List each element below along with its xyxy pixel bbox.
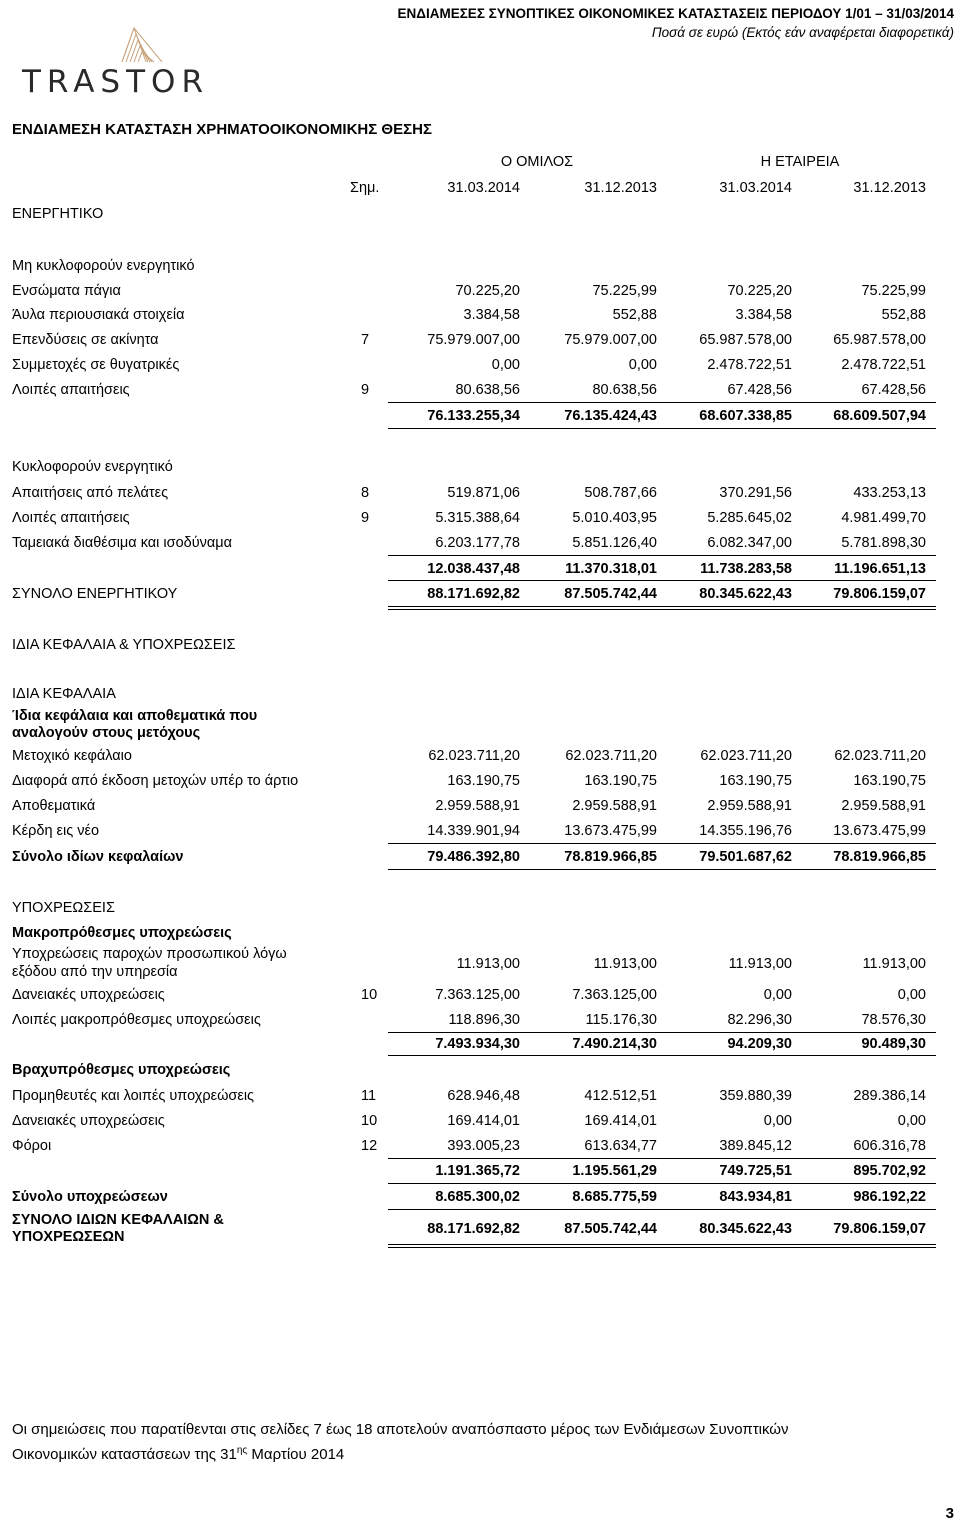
row-label: Μακροπρόθεσμες υποχρεώσεις [12, 925, 232, 941]
cell-value: 613.634,77 [584, 1138, 657, 1154]
date-col-3: 31.03.2014 [719, 180, 792, 196]
row-label: εξόδου από την υπηρεσία [12, 964, 178, 980]
logo-mark-icon [22, 22, 194, 64]
cell-value: 986.192,22 [853, 1189, 926, 1205]
cell-value: 5.781.898,30 [841, 535, 926, 551]
cell-value: 68.607.338,85 [699, 408, 792, 424]
divider [388, 869, 936, 870]
cell-value: 65.987.578,00 [833, 332, 926, 348]
cell-value: 519.871,06 [447, 485, 520, 501]
report-header-subtitle: Ποσά σε ευρώ (Εκτός εάν αναφέρεται διαφορετικά) [651, 25, 954, 40]
divider [388, 1032, 936, 1033]
cell-value: 94.209,30 [727, 1036, 792, 1052]
divider [388, 580, 936, 581]
divider [388, 555, 936, 556]
cell-value: 79.501.687,62 [699, 849, 792, 865]
divider [388, 1209, 936, 1210]
cell-value: 87.505.742,44 [564, 1221, 657, 1237]
row-note: 8 [361, 485, 370, 501]
cell-value: 0,00 [628, 357, 657, 373]
cell-value: 13.673.475,99 [564, 823, 657, 839]
cell-value: 70.225,20 [727, 283, 792, 299]
cell-value: 115.176,30 [585, 1012, 657, 1028]
cell-value: 65.987.578,00 [699, 332, 792, 348]
cell-value: 1.195.561,29 [572, 1163, 657, 1179]
cell-value: 5.851.126,40 [572, 535, 657, 551]
row-note: 10 [361, 1113, 378, 1129]
cell-value: 67.428,56 [727, 382, 792, 398]
row-label: Λοιπές απαιτήσεις [12, 382, 130, 398]
row-note: 11 [361, 1088, 377, 1104]
row-label: Ίδια κεφάλαια και αποθεματικά που [12, 708, 258, 724]
report-header-title: ΕΝΔΙΑΜΕΣΕΣ ΣΥΝΟΠΤΙΚΕΣ ΟΙΚΟΝΟΜΙΚΕΣ ΚΑΤΑΣΤΑΣΕΙΣ ΠΕΡΙΟΔΟΥ 1/01 – 31/03/2014 [397, 6, 954, 21]
footnote-line-1: Οι σημειώσεις που παρατίθενται στις σελίδες 7 έως 18 αποτελούν αναπόσπαστο μέρος των Ενδιάμεσων Συνοπτικών [12, 1421, 789, 1438]
row-label: Λοιπές μακροπρόθεσμες υποχρεώσεις [12, 1012, 261, 1028]
divider [388, 609, 936, 610]
cell-value: 2.478.722,51 [707, 357, 792, 373]
cell-value: 88.171.692,82 [427, 586, 520, 602]
row-label: Βραχυπρόθεσμες υποχρεώσεις [12, 1062, 231, 1078]
cell-value: 3.384,58 [463, 307, 520, 323]
date-col-4: 31.12.2013 [853, 180, 926, 196]
divider [388, 402, 936, 403]
date-col-1: 31.03.2014 [447, 180, 520, 196]
cell-value: 118.896,30 [448, 1012, 520, 1028]
cell-value: 0,00 [897, 1113, 926, 1129]
cell-value: 75.979.007,00 [427, 332, 520, 348]
cell-value: 7.493.934,30 [435, 1036, 520, 1052]
cell-value: 163.190,75 [853, 773, 926, 789]
cell-value: 2.959.588,91 [572, 798, 657, 814]
row-label: Συμμετοχές σε θυγατρικές [12, 357, 180, 373]
footnote-line-2-start: Οικονομικών καταστάσεων της 31 [12, 1446, 237, 1463]
page-number: 3 [945, 1505, 954, 1522]
cell-value: 552,88 [881, 307, 926, 323]
cell-value: 169.414,01 [584, 1113, 657, 1129]
cell-value: 8.685.775,59 [572, 1189, 657, 1205]
cell-value: 80.638,56 [455, 382, 520, 398]
row-label: ΣΥΝΟΛΟ ΙΔΙΩΝ ΚΕΦΑΛΑΙΩΝ & [12, 1212, 224, 1228]
cell-value: 87.505.742,44 [564, 586, 657, 602]
cell-value: 75.225,99 [861, 283, 926, 299]
cell-value: 4.981.499,70 [841, 510, 926, 526]
cell-value: 79.806.159,07 [833, 586, 926, 602]
cell-value: 88.171.692,82 [427, 1221, 520, 1237]
divider [388, 1183, 936, 1184]
divider [388, 1244, 936, 1245]
row-label: ΙΔΙΑ ΚΕΦΑΛΑΙΑ & ΥΠΟΧΡΕΩΣΕΙΣ [12, 637, 236, 653]
row-label: Άυλα περιουσιακά στοιχεία [12, 307, 185, 323]
cell-value: 370.291,56 [719, 485, 792, 501]
row-note: 9 [361, 510, 370, 526]
cell-value: 895.702,92 [853, 1163, 926, 1179]
assets-heading: ΕΝΕΡΓΗΤΙΚΟ [12, 206, 104, 222]
row-label: Φόροι [12, 1138, 52, 1154]
cell-value: 6.203.177,78 [435, 535, 520, 551]
cell-value: 76.135.424,43 [564, 408, 657, 424]
row-label: Υποχρεώσεις παροχών προσωπικού λόγω [12, 946, 287, 962]
cell-value: 389.845,12 [719, 1138, 792, 1154]
cell-value: 14.339.901,94 [427, 823, 520, 839]
cell-value: 606.316,78 [853, 1138, 926, 1154]
cell-value: 7.363.125,00 [435, 987, 520, 1003]
cell-value: 80.345.622,43 [699, 1221, 792, 1237]
cell-value: 11.913,00 [456, 956, 520, 972]
row-label: Δανειακές υποχρεώσεις [12, 1113, 165, 1129]
row-label: Κέρδη εις νέο [12, 823, 100, 839]
cell-value: 169.414,01 [447, 1113, 520, 1129]
cell-value: 11.738.283,58 [700, 561, 792, 577]
row-label: Κυκλοφορούν ενεργητικό [12, 459, 173, 475]
cell-value: 62.023.711,20 [700, 748, 792, 764]
cell-value: 163.190,75 [447, 773, 520, 789]
cell-value: 70.225,20 [455, 283, 520, 299]
divider [388, 1247, 936, 1248]
cell-value: 7.490.214,30 [572, 1036, 657, 1052]
cell-value: 68.609.507,94 [833, 408, 926, 424]
note-column-header: Σημ. [350, 180, 380, 196]
footnote-superscript: ης [236, 1445, 248, 1456]
row-label: Μετοχικό κεφάλαιο [12, 748, 132, 764]
row-note: 10 [361, 987, 378, 1003]
cell-value: 0,00 [491, 357, 520, 373]
cell-value: 2.959.588,91 [707, 798, 792, 814]
cell-value: 5.010.403,95 [572, 510, 657, 526]
row-label: ΣΥΝΟΛΟ ΕΝΕΡΓΗΤΙΚΟΥ [12, 586, 178, 602]
cell-value: 0,00 [763, 987, 792, 1003]
logo-wordmark: TRASTOR [22, 64, 209, 100]
row-label: Δανειακές υποχρεώσεις [12, 987, 165, 1003]
cell-value: 62.023.711,20 [428, 748, 520, 764]
cell-value: 749.725,51 [719, 1163, 792, 1179]
divider [388, 606, 936, 607]
divider [388, 428, 936, 429]
divider [388, 843, 936, 844]
cell-value: 11.913,00 [593, 956, 657, 972]
cell-value: 412.512,51 [584, 1088, 657, 1104]
cell-value: 14.355.196,76 [699, 823, 792, 839]
cell-value: 843.934,81 [719, 1189, 792, 1205]
cell-value: 3.384,58 [735, 307, 792, 323]
cell-value: 393.005,23 [447, 1138, 520, 1154]
cell-value: 433.253,13 [853, 485, 926, 501]
row-label: αναλογούν στους μετόχους [12, 725, 201, 741]
cell-value: 67.428,56 [861, 382, 926, 398]
row-label: Σύνολο ιδίων κεφαλαίων [12, 849, 184, 865]
cell-value: 80.345.622,43 [699, 586, 792, 602]
cell-value: 1.191.365,72 [435, 1163, 520, 1179]
row-note: 7 [361, 332, 370, 348]
cell-value: 5.315.388,64 [435, 510, 520, 526]
row-label: Σύνολο υποχρεώσεων [12, 1189, 168, 1205]
cell-value: 75.979.007,00 [564, 332, 657, 348]
cell-value: 359.880,39 [719, 1088, 792, 1104]
cell-value: 79.806.159,07 [833, 1221, 926, 1237]
cell-value: 75.225,99 [592, 283, 657, 299]
cell-value: 12.038.437,48 [427, 561, 520, 577]
row-label: Ταμειακά διαθέσιμα και ισοδύναμα [12, 535, 233, 551]
cell-value: 76.133.255,34 [427, 408, 520, 424]
row-label: Αποθεματικά [12, 798, 96, 814]
cell-value: 7.363.125,00 [572, 987, 657, 1003]
row-label: Προμηθευτές και λοιπές υποχρεώσεις [12, 1088, 255, 1104]
cell-value: 78.819.966,85 [564, 849, 657, 865]
row-note: 9 [361, 382, 370, 398]
divider [388, 1055, 936, 1056]
cell-value: 163.190,75 [719, 773, 792, 789]
document-title: ΕΝΔΙΑΜΕΣΗ ΚΑΤΑΣΤΑΣΗ ΧΡΗΜΑΤΟΟΙΚΟΝΟΜΙΚΗΣ ΘΕΣΗΣ [12, 121, 432, 138]
group-column-header: Ο ΟΜΙΛΟΣ [500, 154, 574, 170]
cell-value: 552,88 [612, 307, 657, 323]
cell-value: 628.946,48 [447, 1088, 520, 1104]
trastor-logo [22, 22, 209, 100]
cell-value: 5.285.645,02 [707, 510, 792, 526]
cell-value: 82.296,30 [727, 1012, 792, 1028]
footnote-line-2 [12, 1440, 958, 1465]
row-label: ΙΔΙΑ ΚΕΦΑΛΑΙΑ [12, 686, 116, 702]
cell-value: 13.673.475,99 [833, 823, 926, 839]
cell-value: 11.196.651,13 [834, 561, 926, 577]
cell-value: 163.190,75 [584, 773, 657, 789]
row-label: Λοιπές απαιτήσεις [12, 510, 130, 526]
cell-value: 11.913,00 [728, 956, 792, 972]
cell-value: 80.638,56 [592, 382, 657, 398]
divider [388, 1158, 936, 1159]
row-label: Απαιτήσεις από πελάτες [12, 485, 169, 501]
cell-value: 8.685.300,02 [435, 1189, 520, 1205]
cell-value: 11.913,00 [862, 956, 926, 972]
footnote [12, 1419, 958, 1465]
date-col-2: 31.12.2013 [584, 180, 657, 196]
row-label: Διαφορά από έκδοση μετοχών υπέρ το άρτιο [12, 773, 299, 789]
row-label: ΥΠΟΧΡΕΩΣΕΩΝ [12, 1229, 125, 1245]
cell-value: 11.370.318,01 [565, 561, 657, 577]
footnote-line-2-end: Μαρτίου 2014 [247, 1446, 345, 1463]
cell-value: 62.023.711,20 [565, 748, 657, 764]
cell-value: 2.478.722,51 [841, 357, 926, 373]
cell-value: 78.576,30 [861, 1012, 926, 1028]
cell-value: 0,00 [763, 1113, 792, 1129]
cell-value: 78.819.966,85 [833, 849, 926, 865]
cell-value: 289.386,14 [853, 1088, 926, 1104]
cell-value: 508.787,66 [584, 485, 657, 501]
row-label: ΥΠΟΧΡΕΩΣΕΙΣ [12, 900, 115, 916]
cell-value: 90.489,30 [861, 1036, 926, 1052]
company-column-header: Η ΕΤΑΙΡΕΙΑ [760, 154, 840, 170]
row-label: Ενσώματα πάγια [12, 283, 121, 299]
row-label: Επενδύσεις σε ακίνητα [12, 332, 159, 348]
cell-value: 79.486.392,80 [427, 849, 520, 865]
row-note: 12 [361, 1138, 378, 1154]
cell-value: 62.023.711,20 [834, 748, 926, 764]
cell-value: 6.082.347,00 [707, 535, 792, 551]
cell-value: 0,00 [897, 987, 926, 1003]
cell-value: 2.959.588,91 [841, 798, 926, 814]
cell-value: 2.959.588,91 [435, 798, 520, 814]
row-label: Μη κυκλοφορούν ενεργητικό [12, 258, 195, 274]
